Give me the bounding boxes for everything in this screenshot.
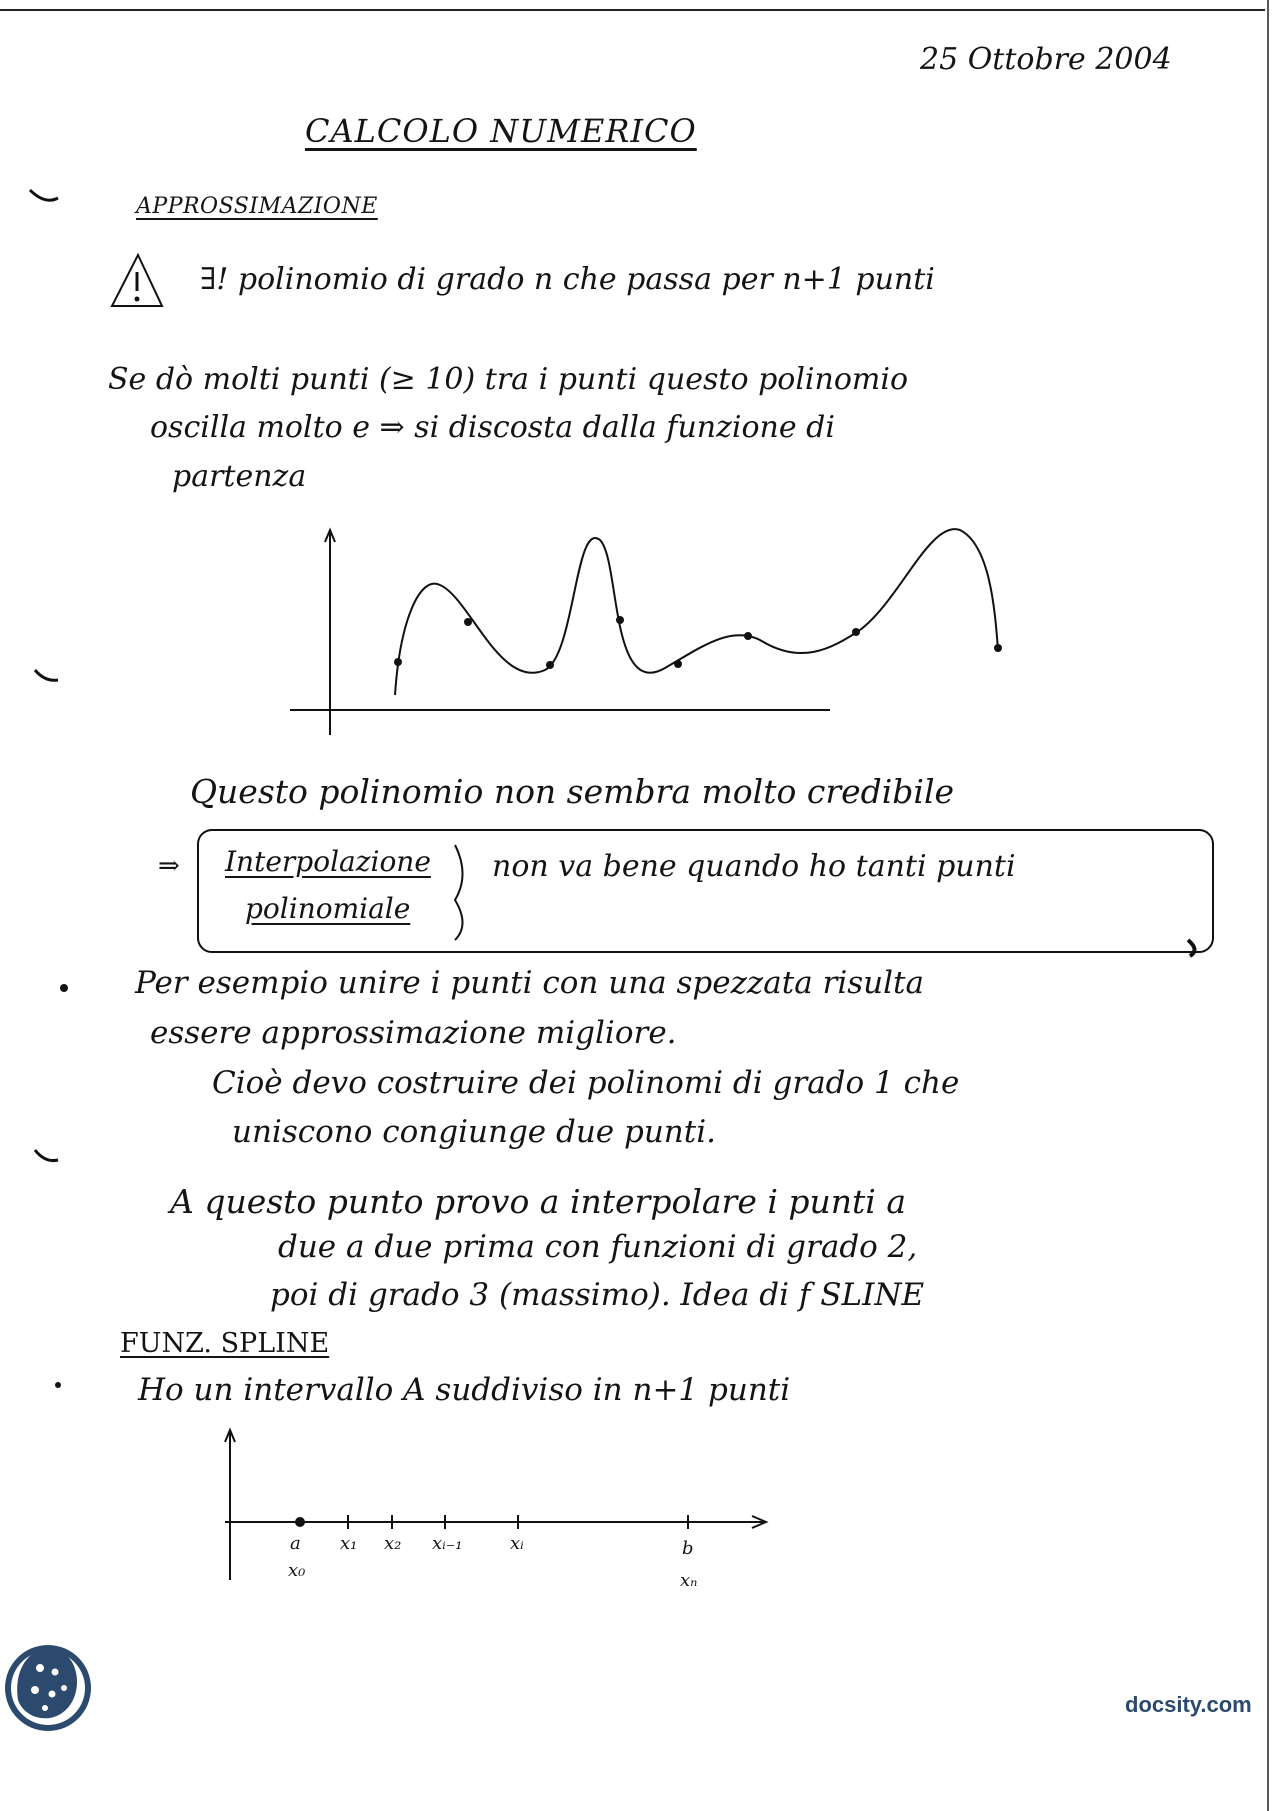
warning-line: ∃! polinomio di grado n che passa per n+1 punti bbox=[200, 262, 935, 297]
warning-icon bbox=[112, 255, 162, 306]
remark-brace bbox=[455, 845, 463, 940]
remark-line: Questo polinomio non sembra molto credibile bbox=[190, 772, 955, 811]
para1-line-1: Se dò molti punti (≥ 10) tra i punti questo polinomio bbox=[108, 362, 909, 397]
axis-label-xi: xᵢ bbox=[510, 1533, 524, 1554]
margin-tick-1 bbox=[30, 190, 58, 200]
axis-label-x1: x₁ bbox=[340, 1533, 358, 1554]
graph1-point bbox=[464, 618, 472, 626]
graph1-curve bbox=[395, 529, 998, 695]
para3-line-3: poi di grado 3 (massimo). Idea di f SLINE bbox=[270, 1277, 925, 1313]
para3-line-2: due a due prima con funzioni di grado 2, bbox=[278, 1229, 918, 1265]
oscillating-polynomial-graph bbox=[290, 529, 1002, 735]
para1-line-2: oscilla molto e ⇒ si discosta dalla funzione di bbox=[150, 410, 835, 445]
section2-heading: FUNZ. SPLINE bbox=[120, 1328, 330, 1359]
para4-line: Ho un intervallo A suddiviso in n+1 punti bbox=[138, 1372, 791, 1408]
bullet-dot bbox=[55, 1382, 61, 1388]
para2-line-3: Cioè devo costruire dei polinomi di grado 1 che bbox=[212, 1065, 960, 1101]
para1-line-3: partenza bbox=[172, 459, 307, 494]
page-title: CALCOLO NUMERICO bbox=[305, 112, 697, 150]
boxed-text: non va bene quando ho tanti punti bbox=[492, 849, 1016, 884]
graph1-point bbox=[674, 660, 682, 668]
graph1-point bbox=[852, 628, 860, 636]
para2-line-1: Per esempio unire i punti con una spezzata risulta bbox=[135, 965, 925, 1001]
axis-label-xi-minus-1: xᵢ₋₁ bbox=[432, 1533, 463, 1554]
margin-tick-3 bbox=[35, 1150, 58, 1161]
date: 25 Ottobre 2004 bbox=[920, 42, 1172, 77]
para2-line-2: essere approssimazione migliore. bbox=[150, 1015, 677, 1051]
graph1-point bbox=[546, 661, 554, 669]
graph1-point bbox=[994, 644, 1002, 652]
graph1-point bbox=[394, 658, 402, 666]
implies-arrow: ⇒ bbox=[158, 851, 180, 881]
axis-label-x2: x₂ bbox=[384, 1533, 402, 1554]
boxed-term-line-2: polinomiale bbox=[245, 892, 411, 925]
graph1-point bbox=[616, 616, 624, 624]
box-mark bbox=[1188, 940, 1195, 956]
boxed-term-line-1: Interpolazione bbox=[225, 845, 431, 878]
axis-label-xn: xₙ bbox=[680, 1570, 698, 1591]
brand-text: docsity.com bbox=[1125, 1692, 1252, 1717]
para3-line-1: A questo punto provo a interpolare i punti a bbox=[170, 1182, 907, 1221]
axis-label-x0: x₀ bbox=[288, 1560, 306, 1581]
axis-label-a: a bbox=[290, 1533, 301, 1554]
graph1-point bbox=[744, 632, 752, 640]
section-heading: APPROSSIMAZIONE bbox=[136, 194, 378, 219]
graph2-point-a bbox=[295, 1517, 305, 1527]
axis-label-b: b bbox=[682, 1538, 694, 1559]
docsity-logo-icon bbox=[5, 1645, 91, 1731]
margin-tick-2 bbox=[35, 670, 58, 680]
para2-line-4: uniscono congiunge due punti. bbox=[232, 1114, 716, 1150]
bullet-dot bbox=[60, 984, 68, 992]
